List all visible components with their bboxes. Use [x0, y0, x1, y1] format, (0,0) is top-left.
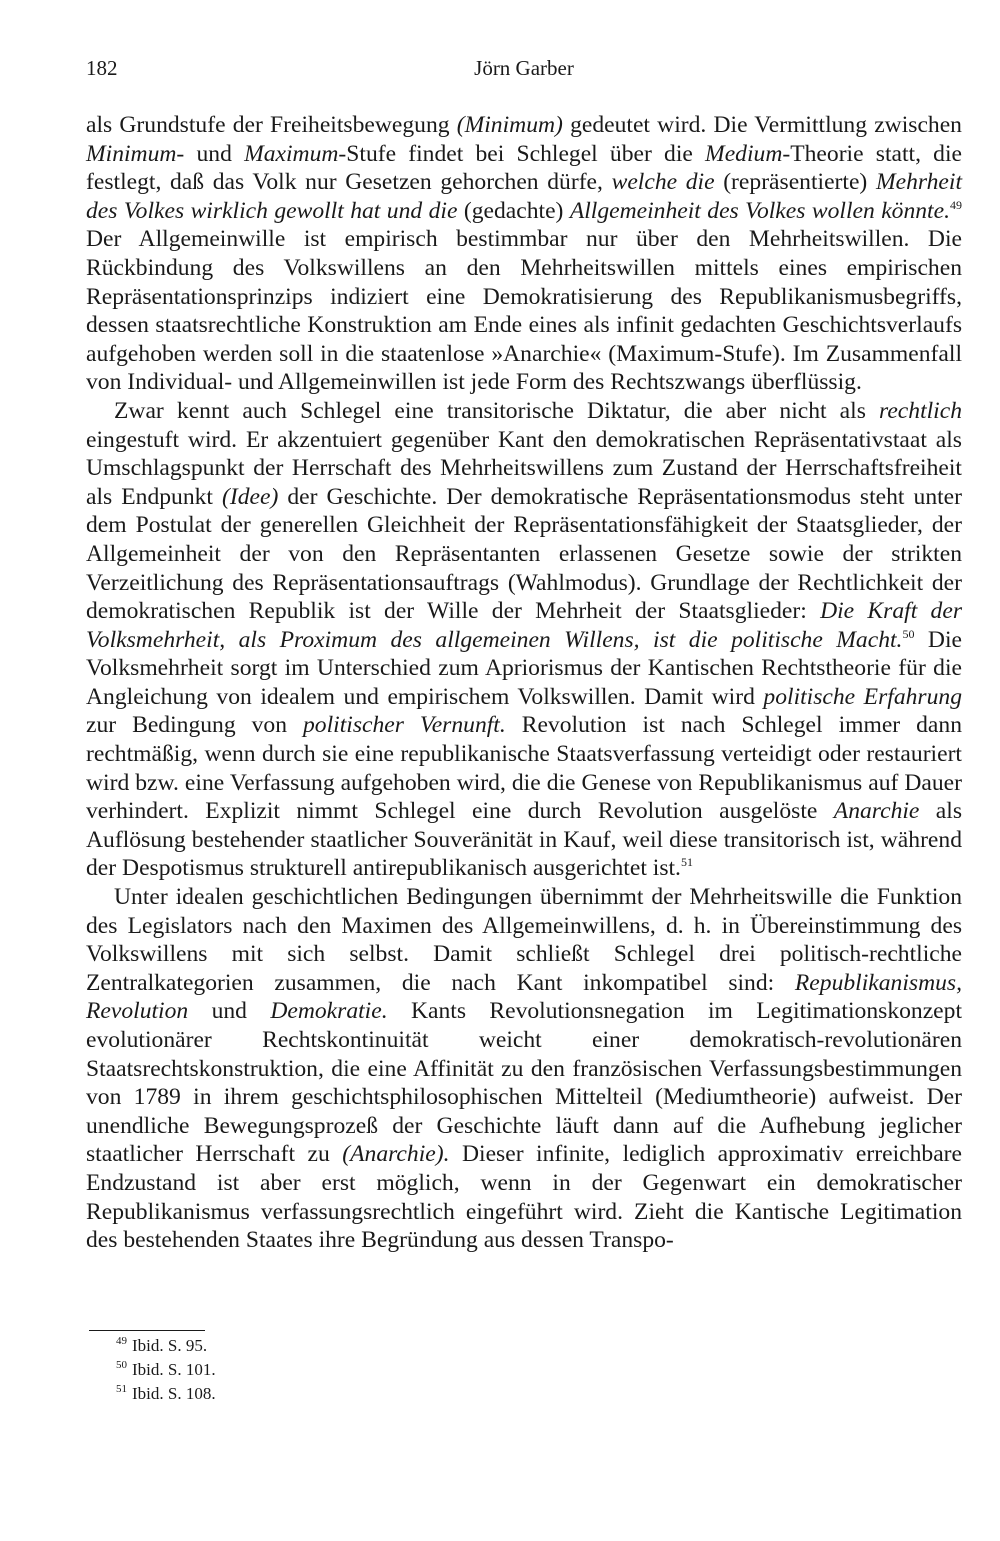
- footnote-text: Ibid. S. 108.: [132, 1384, 216, 1403]
- text-run: und: [184, 140, 245, 167]
- emphasis-text: (Minimum): [456, 112, 563, 138]
- emphasis-text: politischer Vernunft.: [303, 712, 506, 739]
- text-run: der Geschichte. Der demokratische Repräsentationsmodus steht unter dem Postulat der generellen Gleichheit der Repräsentationsfähigkeit der Staatsglieder, der Allgemeinheit der von den Repräsentanten erlassenen Gesetze sowie der strikten Verzeitlichung des Repräsentationsauftrags (Wahlmodus). Grundlage der Rechtlichkeit der demokratischen Republik ist der Wille der Mehrheit der Staatsglieder:: [86, 483, 962, 625]
- text-run: Unter idealen geschichtlichen Bedingungen übernimmt der Mehrheitswille die Funktion des Legislators nach den Maximen des Allgemeinwillens, d. h. in Übereinstimmung des Volkswillens mit sich selbst. Damit schließt Schlegel drei politisch-rechtliche Zentralkategorien zusammen, die nach Kant inkompatibel sind:: [86, 884, 962, 996]
- text-run: und: [188, 998, 271, 1025]
- paragraph: [86, 397, 962, 883]
- footnote-ref: 49: [949, 197, 962, 212]
- text-run: als Auflösung bestehender staatlicher Souveränität in Kauf, weil diese transitorisch ist, während der Despotismus strukturell antirepublikanisch ausgerichtet ist.: [86, 798, 963, 882]
- body-text: [86, 111, 962, 1255]
- text-run: eingestuft wird. Er akzentuiert gegenüber Kant den demokratischen Repräsentativstaat als Umschlagspunkt der Herrschaft des Mehrheitswillens zum Zustand der Herrschaftsfreiheit als Endpunkt: [86, 426, 962, 510]
- emphasis-text: Medium-: [705, 140, 791, 167]
- footnote-ref: 50: [902, 626, 915, 641]
- emphasis-text: (Anarchie).: [342, 1141, 450, 1168]
- text-run: als Grundstufe der Freiheitsbewegung: [86, 112, 457, 138]
- running-head: Jörn Garber: [474, 56, 574, 80]
- text-run: Theorie statt, die festlegt, daß das Volk nur Gesetzen gehorchen dürfe,: [86, 140, 962, 196]
- text-run: gedeutet wird. Die Vermittlung zwischen: [562, 112, 962, 138]
- footnote-number: 50: [116, 1359, 127, 1371]
- emphasis-text: Demokratie.: [270, 998, 388, 1025]
- emphasis-text: Die Kraft der Volksmehrheit, als Proximum des allgemeinen Willens, ist die politische Macht.: [86, 598, 962, 653]
- footnote-number: 49: [116, 1335, 127, 1347]
- emphasis-text: Republikanismus, Revolution: [86, 969, 962, 1025]
- footnotes: [116, 1334, 216, 1406]
- text-run: (repräsentierte): [714, 169, 876, 196]
- emphasis-text: Maximum-: [244, 140, 347, 167]
- text-run: Zwar kennt auch Schlegel eine transitorische Diktatur, die aber nicht als: [114, 397, 880, 424]
- emphasis-text: politische Erfahrung: [763, 683, 963, 710]
- text-run: Stufe findet bei Schlegel über die: [346, 140, 706, 167]
- emphasis-text: welche die: [611, 169, 715, 196]
- paragraph: [86, 883, 962, 1255]
- page-number: 182: [86, 56, 118, 80]
- text-run: Revolution ist nach Schlegel immer dann rechtmäßig, wenn durch sie eine republikanische Staatsverfassung verteidigt oder restauriert wird bzw. eine Verfassung aufgehoben wird, die die Genese von Republikanismus auf Dauer verhindert. Explizit nimmt Schlegel eine durch Revolution ausgelöste: [86, 712, 962, 825]
- footnote: [116, 1358, 216, 1382]
- footnote-text: Ibid. S. 101.: [132, 1360, 216, 1379]
- page-header: [86, 56, 962, 90]
- text-run: Dieser infinite, lediglich approximativ erreichbare Endzustand ist aber erst möglich, wenn in der Gegenwart ein demokratischer Republikanismus verfassungsrechtlich eingeführt wird. Zieht die Kantische Legitimation des bestehenden Staates ihre Begründung aus dessen Transpo-: [86, 1141, 962, 1254]
- emphasis-text: Allgemeinheit des Volkes wollen könnte.: [569, 197, 950, 224]
- emphasis-text: Anarchie: [833, 798, 920, 825]
- text-run: Der Allgemeinwille ist empirisch bestimmbar nur über den Mehrheitswillen. Die Rückbindung des Volkswillens an den Mehrheitswillen mittels eines empirischen Repräsentationsprinzips indiziert eine Demokratisierung des Republikanismusbegriffs, dessen staatsrechtliche Konstruktion am Ende eines als infinit gedachten Geschichtsverlaufs aufgehoben werden soll in die staatenlose »Anarchie« (Maximum-Stufe). Im Zusammenfall von Individual- und Allgemeinwillen ist jede Form des Rechtszwangs überflüssig.: [86, 226, 962, 396]
- text-run: Die Volksmehrheit sorgt im Unterschied zum Apriorismus der Kantischen Rechtstheorie für die Angleichung von idealem und empirischem Volkswillen. Damit wird: [86, 626, 962, 710]
- text-run: zur Bedingung von: [86, 712, 303, 739]
- emphasis-text: (Idee): [222, 483, 279, 510]
- footnote: [116, 1382, 216, 1406]
- footnote-rule: [89, 1330, 205, 1331]
- footnote-ref: 51: [680, 855, 693, 870]
- footnote: [116, 1334, 216, 1358]
- footnote-text: Ibid. S. 95.: [132, 1336, 208, 1355]
- text-run: Kants Revolutionsnegation im Legitimationskonzept evolutionärer Rechtskontinuität weicht einer demokratisch-revolutionären Staatsrechtskonstruktion, die eine Affinität zu den französischen Verfassungsbestimmungen von 1789 in ihrem geschichtsphilosophischen Mittelteil (Mediumtheorie) aufweist. Der unendliche Bewegungsprozeß der Geschichte läuft dann auf die Aufhebung jeglicher staatlicher Herrschaft zu: [86, 998, 963, 1168]
- footnote-number: 51: [116, 1383, 127, 1395]
- text-run: (gedachte): [457, 197, 570, 224]
- emphasis-text: Mehrheit des Volkes wirklich gewollt hat und die: [86, 169, 962, 224]
- emphasis-text: rechtlich: [879, 397, 962, 424]
- emphasis-text: Minimum-: [86, 140, 185, 167]
- paragraph: [86, 111, 962, 397]
